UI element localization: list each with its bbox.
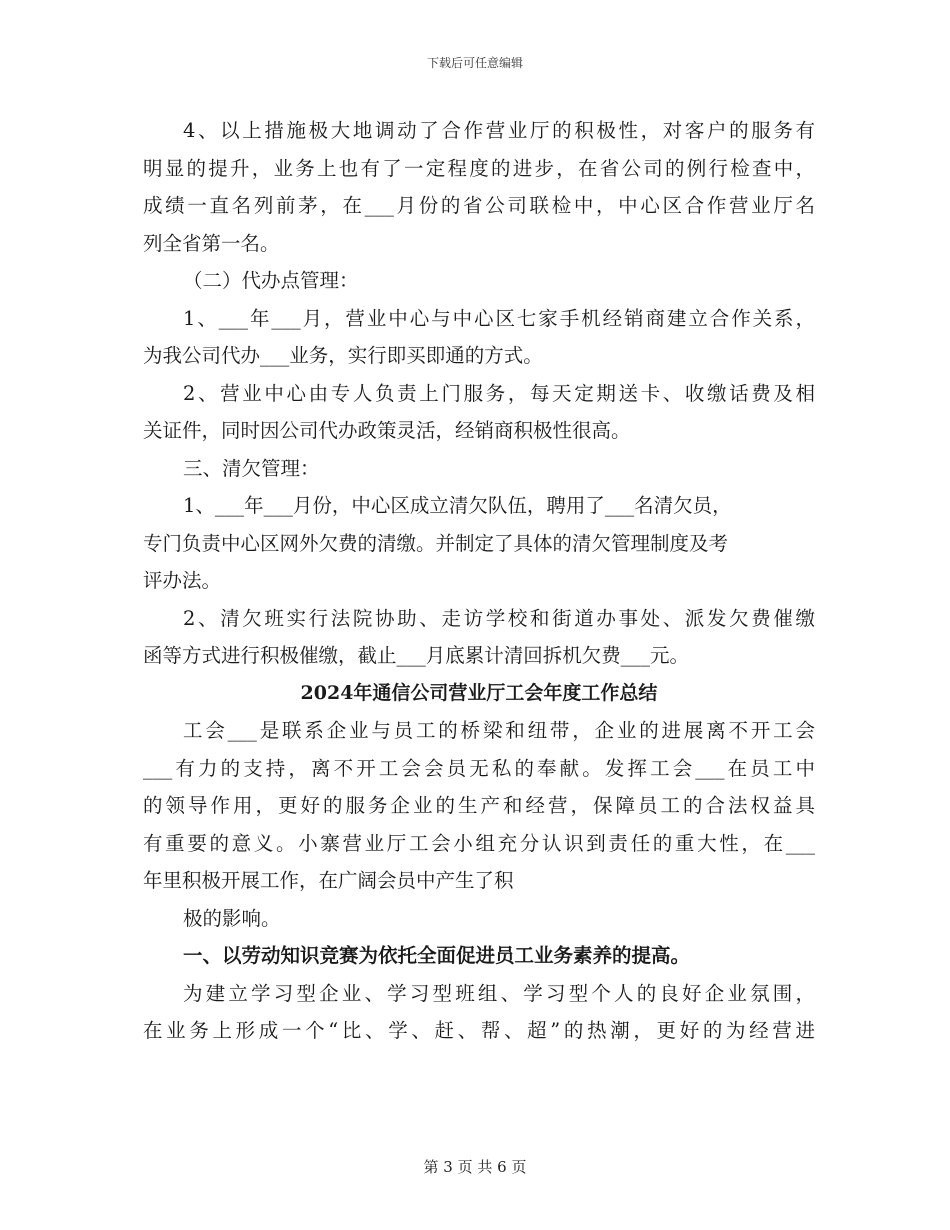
paragraph-line: 评办法。 bbox=[143, 569, 222, 592]
paragraph-line: 明显的提升，业务上也有了一定程度的进步，在省公司的例行检查中， bbox=[143, 156, 815, 180]
paragraph-line: 4、以上措施极大地调动了合作营业厅的积极性，对客户的服务有 bbox=[183, 119, 815, 142]
document-body bbox=[143, 112, 815, 1050]
paragraph-line: 在业务上形成一个“比、学、赶、帮、超”的热潮，更好的为经营进 bbox=[143, 1019, 815, 1042]
section-heading: 三、清欠管理： bbox=[183, 456, 320, 480]
paragraph-line: 极的影响。 bbox=[183, 906, 281, 930]
section-heading: （二）代办点管理： bbox=[183, 269, 359, 292]
paragraph-line: 工会___是联系企业与员工的桥梁和纽带，企业的进展离不开工会 bbox=[183, 719, 815, 742]
paragraph-line: 成绩一直名列前茅，在___月份的省公司联检中，中心区合作营业厅名 bbox=[143, 194, 815, 217]
paragraph-line: 列全省第一名。 bbox=[143, 231, 280, 255]
document-title: 2024年通信公司营业厅工会年度工作总结 bbox=[300, 681, 658, 704]
paragraph-line: 的领导作用，更好的服务企业的生产和经营，保障员工的合法权益具 bbox=[143, 794, 815, 817]
paragraph-line: 为我公司代办___业务，实行即买即通的方式。 bbox=[143, 344, 543, 367]
paragraph-line: 有重要的意义。小寨营业厅工会小组充分认识到责任的重大性，在___ bbox=[143, 831, 815, 855]
paragraph-line: 专门负责中心区网外欠费的清缴。并制定了具体的清欠管理制度及考 bbox=[143, 531, 729, 555]
paragraph-line: ___有力的支持，离不开工会会员无私的奉献。发挥工会___在员工中 bbox=[143, 756, 815, 780]
paragraph-line: 为建立学习型企业、学习型班组、学习型个人的良好企业氛围， bbox=[183, 981, 815, 1005]
paragraph-line: 年里积极开展工作，在广阔会员中产生了积 bbox=[143, 869, 514, 892]
paragraph-line: 关证件，同时因公司代办政策灵活，经销商积极性很高。 bbox=[143, 419, 631, 442]
page-number: 第 3 页 共 6 页 bbox=[423, 1158, 527, 1176]
section-heading: 一、以劳动知识竞赛为依托全面促进员工业务素养的提高。 bbox=[183, 944, 691, 967]
paragraph-line: 2、清欠班实行法院协助、走访学校和街道办事处、派发欠费催缴 bbox=[183, 606, 815, 630]
paragraph-line: 1、___年___月份，中心区成立清欠队伍，聘用了___名清欠员， bbox=[183, 494, 732, 517]
paragraph-line: 2、营业中心由专人负责上门服务，每天定期送卡、收缴话费及相 bbox=[183, 381, 815, 405]
paragraph-line: 函等方式进行积极催缴，截止___月底累计清回拆机欠费___元。 bbox=[143, 644, 690, 667]
page-header-note: 下载后可任意编辑 bbox=[426, 56, 523, 70]
paragraph-line: 1、___年___月，营业中心与中心区七家手机经销商建立合作关系， bbox=[183, 306, 815, 330]
